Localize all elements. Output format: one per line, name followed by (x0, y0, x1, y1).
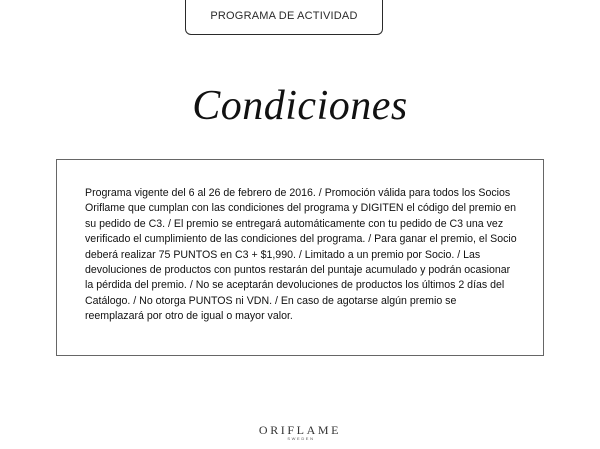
logo-wordmark: ORIFLAME (258, 423, 342, 437)
conditions-box (56, 159, 544, 356)
conditions-text: Programa vigente del 6 al 26 de febrero de 2016. / Promoción válida para todos los Socios Oriflame que cumplan con las condiciones del programa y DIGITEN el código del premio en su pedido de C3. / El premio se entregará automáticamente con tu pedido de C3 una vez verificado el cumplimiento de las condiciones del programa. / Para ganar el premio, el Socio deberá realizar 75 PUNTOS en C3 + $1,990. / Limitado a un premio por Socio. / Las devoluciones de productos con puntos restarán del puntaje acumulado y podrán ocasionar la pérdida del premio. / No se aceptarán devoluciones de productos los últimos 2 días del Catálogo. / No otorga PUNTOS ni VDN. / En caso de agotarse algún premio se reemplazará por otro de igual o mayor valor. (85, 187, 517, 323)
logo-subtitle: SWEDEN (287, 436, 315, 441)
program-tab (185, 0, 383, 35)
page-title: Condiciones (192, 83, 408, 129)
oriflame-logo (0, 424, 600, 442)
program-label: PROGRAMA DE ACTIVIDAD (210, 10, 358, 22)
